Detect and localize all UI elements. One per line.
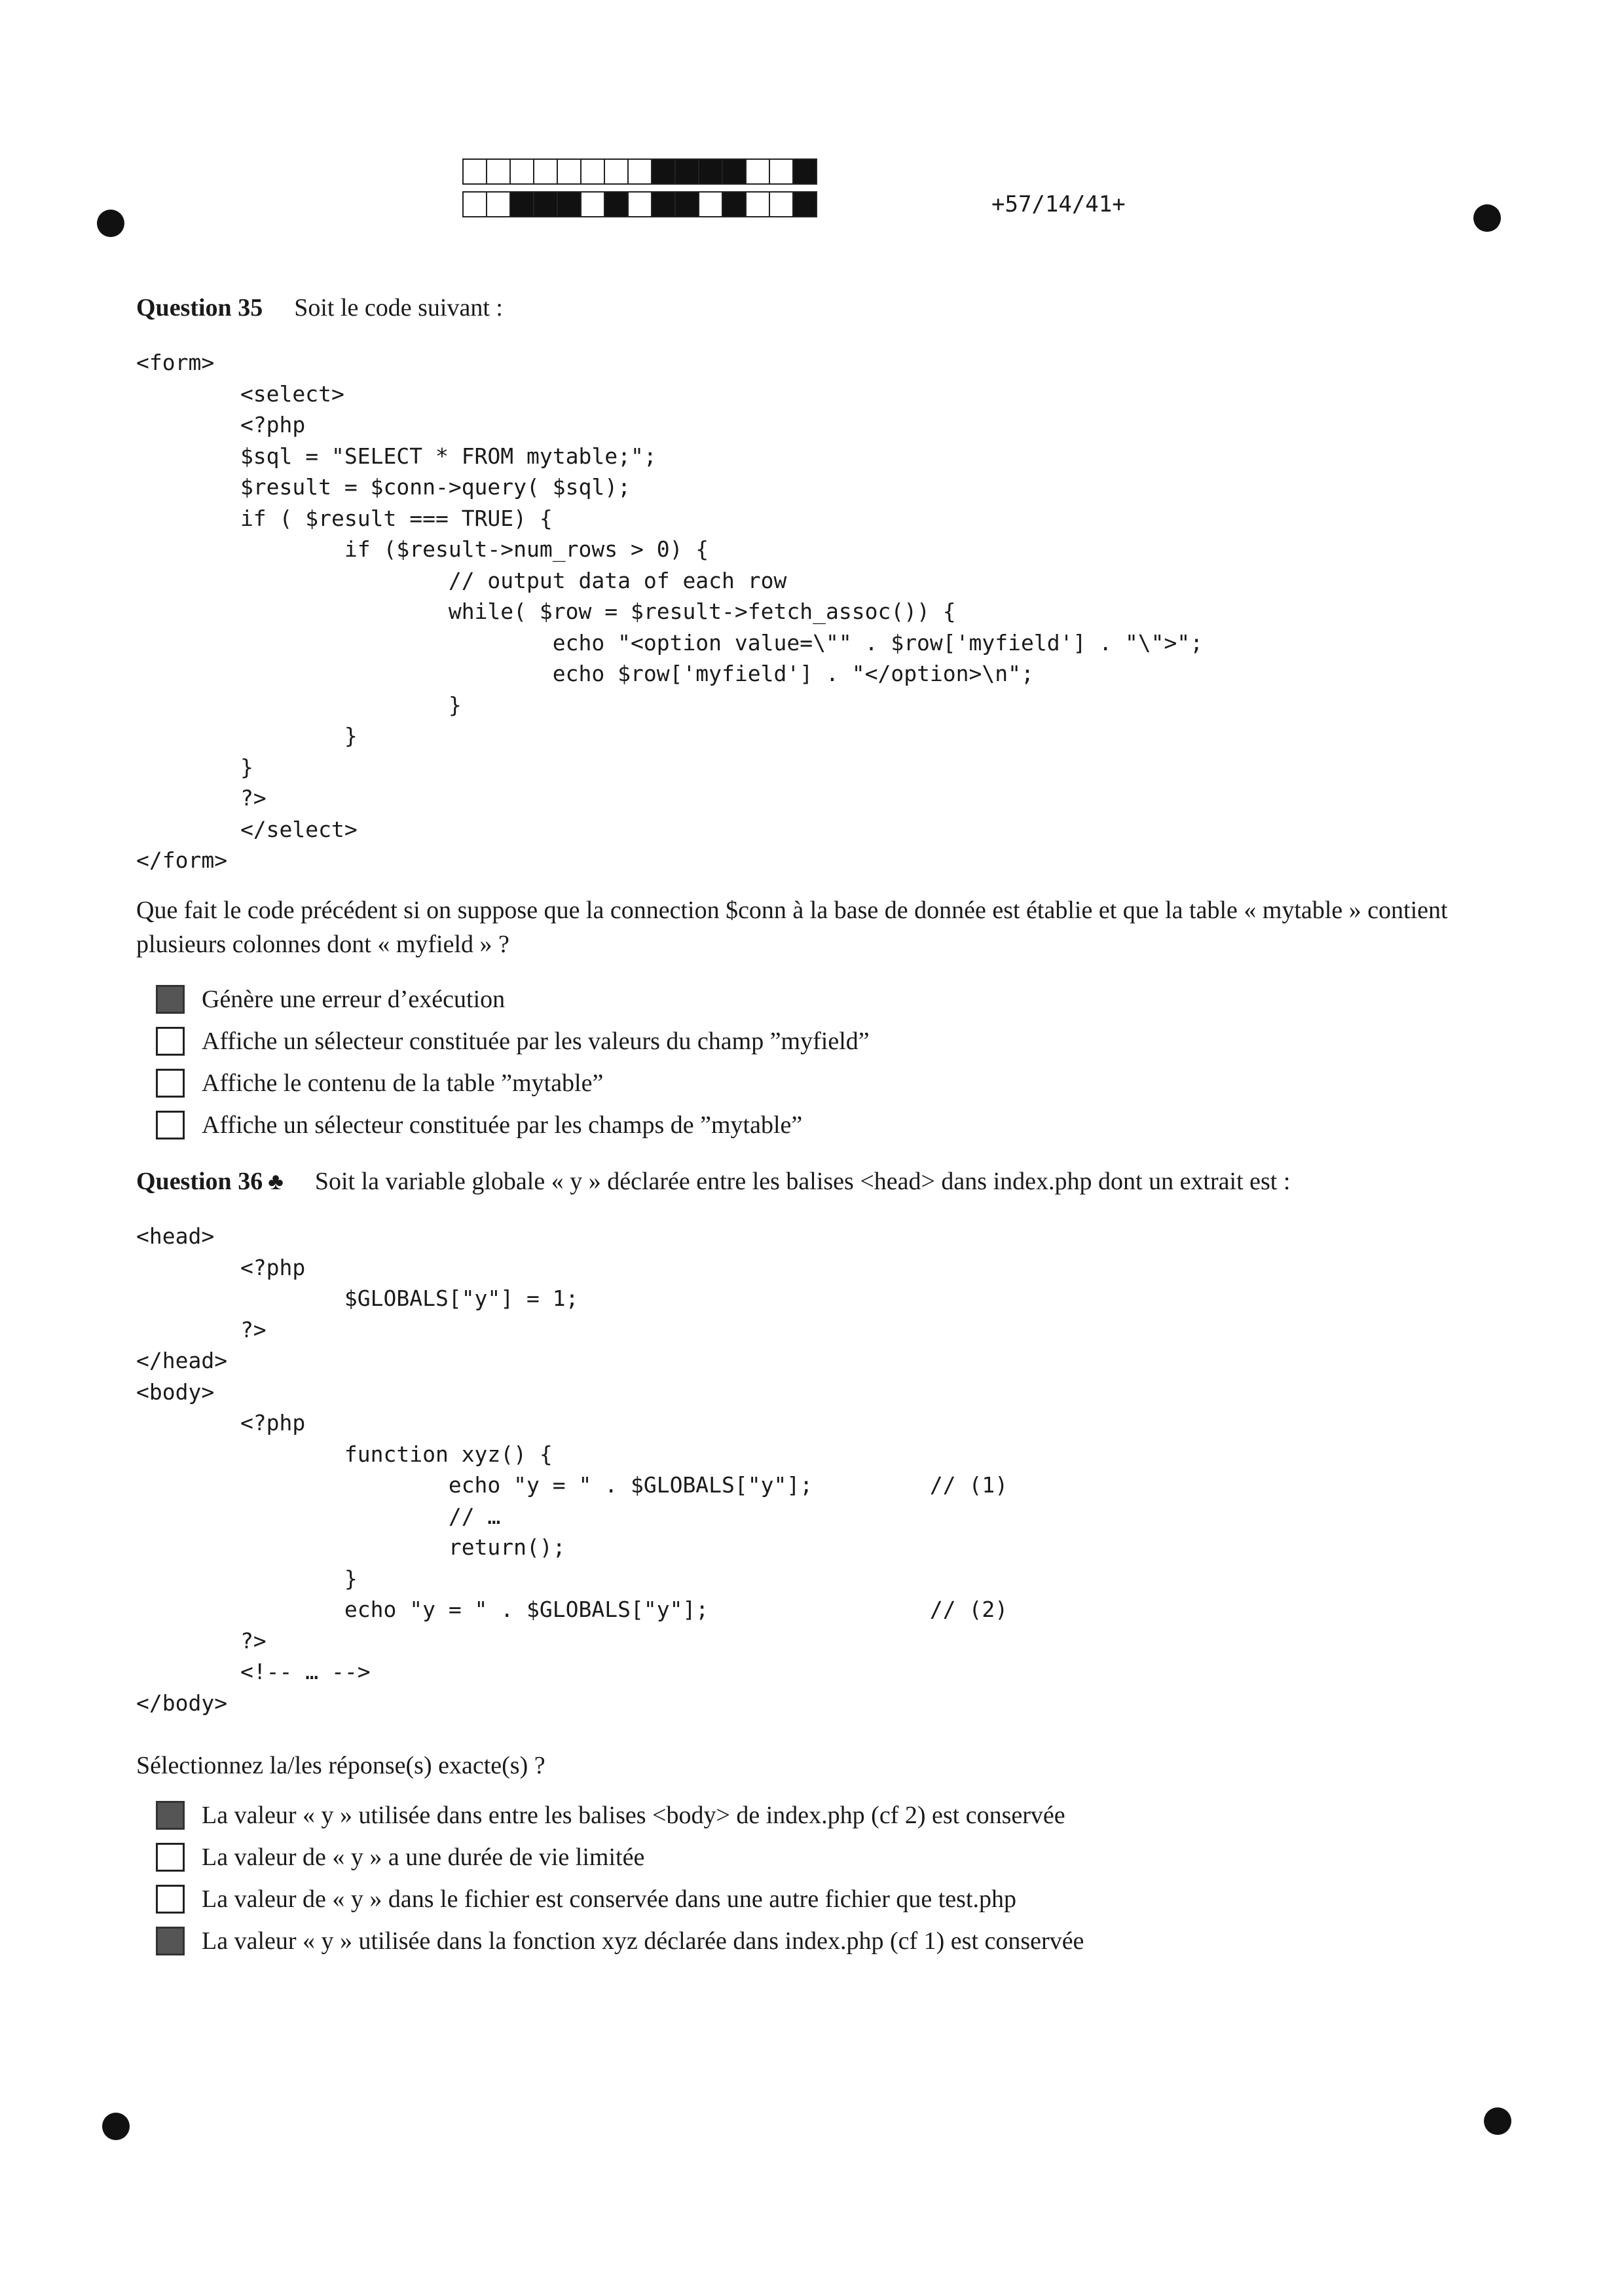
answer-checkbox[interactable] (156, 1885, 185, 1914)
question-35-code: <form> <select> <?php $sql = "SELECT * FROM mytable;"; $result = $conn->query( $sql); if ( $result === TRUE) { if ($result->num_rows > 0) { // output data of each row while( $row = $result->fetch_assoc()) { echo "<option value=\"" . $row['myfield'] . "\">"; echo $row['myfield'] . "</option>\n"; } } } ?> </select> </form> (136, 350, 1204, 873)
answer-option[interactable] (156, 1878, 1084, 1920)
barcode-cell (674, 191, 699, 217)
question-35-prompt: Que fait le code précédent si on suppose que la connection $conn à la base de donnée est établie et que la table « mytable » contient plusieurs colonnes dont « myfield » ? (136, 897, 1448, 958)
barcode-cell (557, 158, 581, 185)
answer-checkbox[interactable] (156, 1027, 185, 1056)
barcode-cell (674, 158, 699, 185)
barcode-cell (604, 158, 629, 185)
answer-label: La valeur « y » utilisée dans entre les balises <body> de index.php (cf 2) est conservée (202, 1802, 1065, 1829)
question-number: Question 35 (136, 294, 263, 322)
question-36-prompt: Sélectionnez la/les réponse(s) exacte(s) ? (136, 1752, 545, 1779)
answer-option[interactable] (156, 978, 870, 1020)
question-text: Soit la variable globale « y » déclarée entre les balises <head> dans index.php dont un extrait est : (314, 1168, 1291, 1195)
barcode-cell (604, 191, 629, 217)
sheet-barcode (462, 158, 816, 224)
barcode-cell (722, 191, 747, 217)
barcode-cell (533, 158, 558, 185)
barcode-cell (627, 158, 652, 185)
barcode-cell (745, 158, 770, 185)
barcode-cell (698, 191, 723, 217)
answer-label: Affiche un sélecteur constituée par les valeurs du champ ”myfield” (202, 1028, 870, 1055)
barcode-cell (580, 191, 605, 217)
barcode-row (462, 158, 816, 187)
barcode-cell (769, 158, 794, 185)
barcode-cell (509, 158, 534, 185)
answer-checkbox[interactable] (156, 1111, 185, 1139)
barcode-cell (557, 191, 581, 217)
question-35-answers (156, 978, 870, 1146)
barcode-cell (745, 191, 770, 217)
answer-checkbox[interactable] (156, 1843, 185, 1872)
answer-checkbox[interactable] (156, 1927, 185, 1955)
registration-mark-top-right (1473, 204, 1501, 232)
answer-checkbox[interactable] (156, 1069, 185, 1098)
question-text: Soit le code suivant : (294, 294, 503, 322)
answer-option[interactable] (156, 1104, 870, 1146)
answer-option[interactable] (156, 1062, 870, 1104)
answer-option[interactable] (156, 1920, 1084, 1962)
question-36-code: <head> <?php $GLOBALS["y"] = 1; ?> </head> <body> <?php function xyz() { echo "y = " . $GLOBALS["y"]; // (1) // … return(); } echo "y = " . $GLOBALS["y"]; // (2) ?> <!-- … --> </body> (136, 1223, 1008, 1716)
answer-option[interactable] (156, 1836, 1084, 1878)
barcode-row (462, 191, 816, 220)
barcode-cell (627, 191, 652, 217)
answer-label: La valeur de « y » a une durée de vie limitée (202, 1843, 645, 1871)
sheet-id: +57/14/41+ (991, 191, 1126, 217)
question-35-title (136, 293, 503, 322)
question-number: Question 36 (136, 1168, 263, 1195)
answer-label: Génère une erreur d’exécution (202, 986, 506, 1013)
answer-label: Affiche le contenu de la table ”mytable” (202, 1069, 604, 1097)
registration-mark-bottom-left (102, 2113, 130, 2140)
barcode-cell (486, 191, 511, 217)
answer-option[interactable] (156, 1794, 1084, 1836)
barcode-cell (792, 191, 817, 217)
barcode-cell (722, 158, 747, 185)
registration-mark-top-left (97, 210, 124, 237)
question-36-answers (156, 1794, 1084, 1962)
registration-mark-bottom-right (1484, 2107, 1511, 2135)
question-36-title (136, 1167, 1290, 1196)
answer-label: La valeur de « y » dans le fichier est conservée dans une autre fichier que test.php (202, 1885, 1016, 1913)
barcode-cell (580, 158, 605, 185)
barcode-cell (462, 191, 487, 217)
barcode-cell (486, 158, 511, 185)
answer-checkbox[interactable] (156, 1801, 185, 1830)
barcode-cell (698, 158, 723, 185)
answer-option[interactable] (156, 1020, 870, 1062)
answer-label: La valeur « y » utilisée dans la fonction xyz déclarée dans index.php (cf 1) est conservée (202, 1927, 1084, 1955)
answer-label: Affiche un sélecteur constituée par les champs de ”mytable” (202, 1111, 803, 1139)
club-icon: ♣ (268, 1168, 284, 1194)
barcode-cell (651, 191, 676, 217)
barcode-cell (769, 191, 794, 217)
barcode-cell (792, 158, 817, 185)
barcode-cell (533, 191, 558, 217)
barcode-cell (651, 158, 676, 185)
barcode-cell (509, 191, 534, 217)
answer-checkbox[interactable] (156, 985, 185, 1014)
barcode-cell (462, 158, 487, 185)
